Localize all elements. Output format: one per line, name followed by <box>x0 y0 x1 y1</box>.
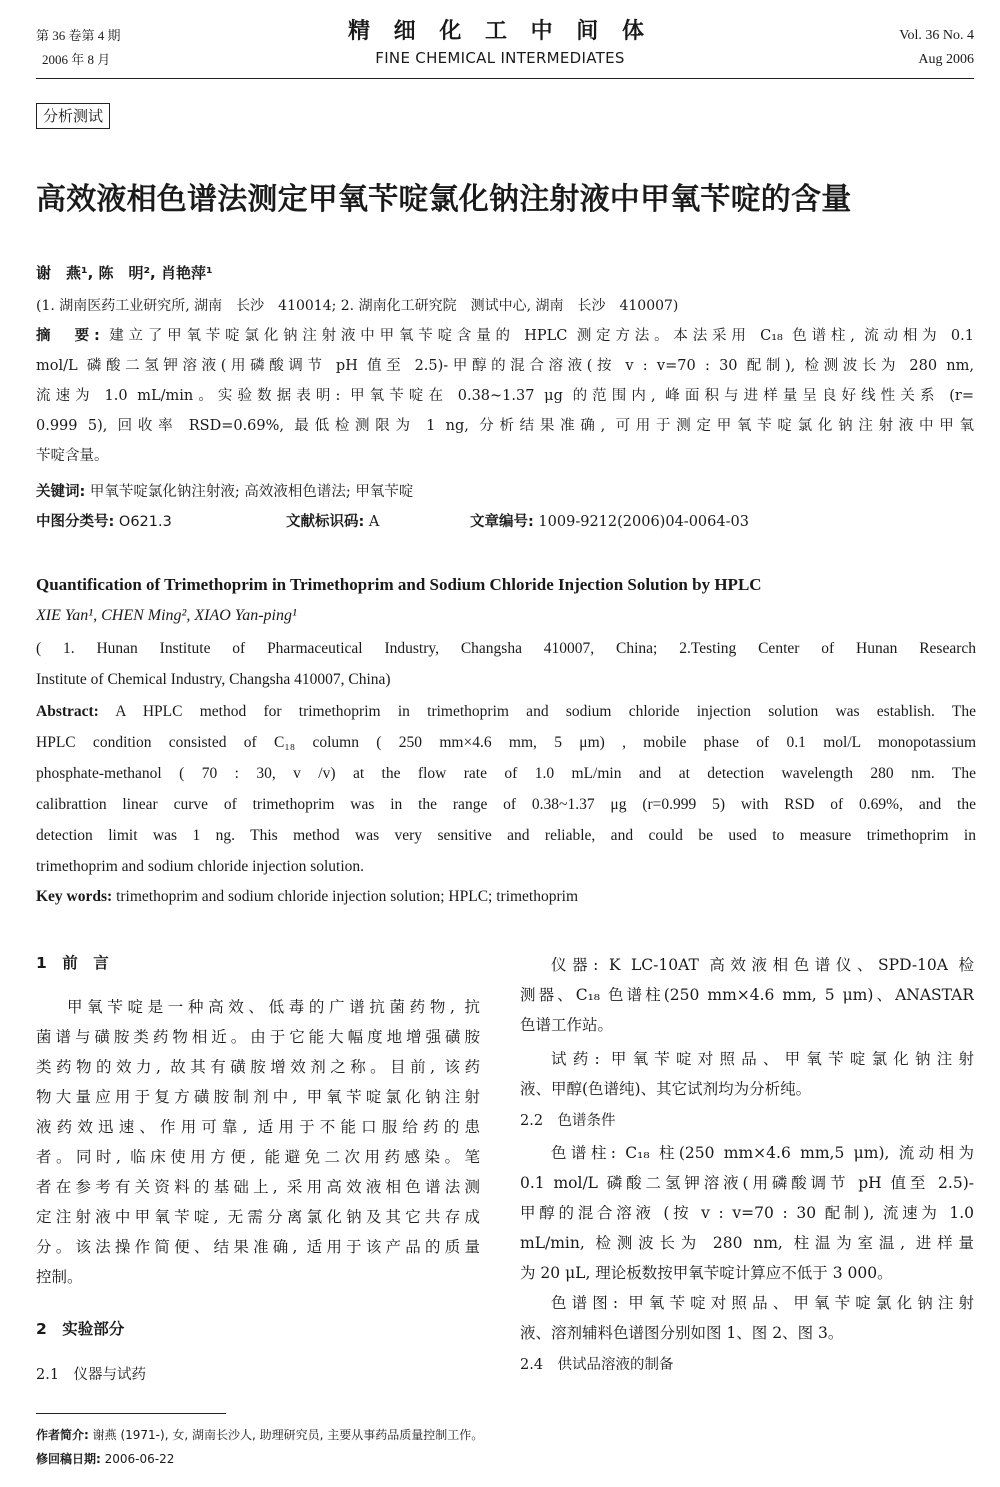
english-abstract-line: Abstract: A HPLC method for trimethoprim in trimethoprim and sodium chloride injection solution was establish. The <box>36 703 976 720</box>
footnote <box>36 1423 483 1471</box>
paragraph-line: 控制。 <box>36 1268 83 1286</box>
paragraph-line: 物大量应用于复方磺胺制剂中, 甲氧苄啶氯化钠注射 <box>36 1088 480 1106</box>
heading-conditions: 2.2 色谱条件 <box>520 1113 616 1129</box>
abstract-cn-line: 摘 要: 建立了甲氧苄啶氯化钠注射液中甲氧苄啶含量的 HPLC 测定方法。本法采用 C₁₈ 色谱柱, 流动相为 0.1 <box>36 328 974 344</box>
clc-number: 中图分类号: O621.3 <box>36 514 172 530</box>
english-abstract-label: Abstract: <box>36 703 99 720</box>
journal-name-en: FINE CHEMICAL INTERMEDIATES <box>375 49 625 67</box>
keywords-cn-label: 关键词: <box>36 484 86 500</box>
paragraph-line: 色谱工作站。 <box>520 1016 614 1034</box>
heading-experimental: 2 实验部分 <box>36 1320 125 1338</box>
english-keywords-label: Key words: <box>36 888 113 905</box>
paragraph-line: 0.1 mol/L 磷酸二氢钾溶液(用磷酸调节 pH 值至 2.5)- <box>520 1174 974 1192</box>
english-affiliation-line: ( 1. Hunan Institute of Pharmaceutical Industry, Changsha 410007, China; 2.Testing Center of Hunan Research <box>36 640 976 657</box>
paragraph-line: 者。同时, 临床使用方便, 能避免二次用药感染。笔 <box>36 1148 480 1166</box>
body-left-column <box>36 948 480 1390</box>
header-issue-cn <box>36 24 121 72</box>
paragraph-line: 菌谱与磺胺类药物相近。由于它能大幅度地增强磺胺 <box>36 1028 480 1046</box>
paper-title: 高效液相色谱法测定甲氧苄啶氯化钠注射液中甲氧苄啶的含量 <box>36 182 852 217</box>
heading-instruments: 2.1 仪器与试药 <box>36 1367 147 1383</box>
keywords-cn <box>36 478 974 506</box>
journal-name-cn: 精 细 化 工 中 间 体 <box>348 19 652 44</box>
paragraph-line: 测器、C₁₈ 色谱柱(250 mm×4.6 mm, 5 μm)、ANASTAR <box>520 986 974 1004</box>
english-abstract-line: calibrattion linear curve of trimethoprim was in the range of 0.38~1.37 μg (r=0.999 5) with RSD of 0.69%, and the <box>36 796 976 813</box>
paragraph-line: 甲醇的混合溶液 (按 v : v=70 : 30 配制), 流速为 1.0 <box>520 1204 974 1222</box>
header-date-en: Aug 2006 <box>918 52 974 67</box>
paragraph-line: 液、溶剂辅料色谱图分别如图 1、图 2、图 3。 <box>520 1324 844 1342</box>
footnote-rule <box>36 1413 226 1414</box>
english-abstract-line: detection limit was 1 ng. This method was very sensitive and reliable, and could be used to measure trimethoprim in <box>36 827 976 844</box>
english-abstract <box>36 696 976 882</box>
english-affiliation <box>36 634 976 696</box>
english-abstract-line: phosphate-methanol ( 70 : 30, v /v) at the flow rate of 1.0 mL/min and at detection wavelength 280 nm. The <box>36 765 976 782</box>
paragraph-line: 者在参考有关资料的基础上, 采用高效液相色谱法测 <box>36 1178 480 1196</box>
paragraph-line: 仪器: K LC-10AT 高效液相色谱仪、SPD-10A 检 <box>551 956 974 974</box>
paragraph-line: 色谱图: 甲氧苄啶对照品、甲氧苄啶氯化钠注射 <box>551 1294 974 1312</box>
english-affiliation-line: Institute of Chemical Industry, Changsha 410007, China) <box>36 671 391 688</box>
paragraph-line: 液、甲醇(色谱纯)、其它试剂均为分析纯。 <box>520 1080 812 1098</box>
header-date-cn: 2006 年 8 月 <box>42 52 111 67</box>
paragraph-line: 色谱柱: C₁₈ 柱(250 mm×4.6 mm,5 μm), 流动相为 <box>551 1144 974 1162</box>
header-volume-en: Vol. 36 No. 4 <box>899 28 974 43</box>
chromatogram-paragraph <box>520 1288 974 1348</box>
abstract-cn-label: 摘 要: <box>36 328 100 344</box>
revision-date: 修回稿日期: 2006-06-22 <box>36 1452 175 1466</box>
english-title: Quantification of Trimethoprim in Trimethoprim and Sodium Chloride Injection Solution by HPLC <box>36 575 762 594</box>
abstract-cn-line: mol/L 磷酸二氢钾溶液(用磷酸调节 pH 值至 2.5)-甲醇的混合溶液(按 v : v=70 : 30 配制), 检测波长为 280 nm, <box>36 358 974 374</box>
abstract-cn-line: 流速为 1.0 mL/min。实验数据表明: 甲氧苄啶在 0.38~1.37 μg 的范围内, 峰面积与进样量呈良好线性关系 (r= <box>36 388 974 404</box>
paragraph-line: 甲氧苄啶是一种高效、低毒的广谱抗菌药物, 抗 <box>67 998 480 1016</box>
keywords-cn-text: 甲氧苄啶氯化钠注射液; 高效液相色谱法; 甲氧苄啶 <box>89 484 414 500</box>
english-abstract-line: HPLC condition consisted of C₁₈ column ( 250 mm×4.6 mm, 5 μm) , mobile phase of 0.1 mol/L monopotassium <box>36 734 976 751</box>
english-keywords <box>36 881 976 912</box>
article-number: 文章编号: 1009-9212(2006)04-0064-03 <box>470 514 749 530</box>
instruments-paragraph <box>520 950 974 1040</box>
english-abstract-line: trimethoprim and sodium chloride injection solution. <box>36 858 365 875</box>
authors-cn: 谢 燕¹, 陈 明², 肖艳萍¹ <box>36 264 213 282</box>
body-right-column <box>520 948 974 1380</box>
english-authors: XIE Yan¹, CHEN Ming², XIAO Yan-ping¹ <box>36 607 297 624</box>
abstract-cn-line: 苄啶含量。 <box>36 448 109 464</box>
paragraph-line: 液药效迅速、作用可靠, 适用于不能口服给药的患 <box>36 1118 480 1136</box>
header-issue-en <box>899 24 974 72</box>
author-bio: 作者简介: 谢燕 (1971-), 女, 湖南长沙人, 助理研究员, 主要从事药品质量控制工作。 <box>36 1428 484 1442</box>
affiliation-cn: (1. 湖南医药工业研究所, 湖南 长沙 410014; 2. 湖南化工研究院 测试中心, 湖南 长沙 410007) <box>36 298 679 314</box>
paragraph-line: 类药物的效力, 故其有磺胺增效剂之称。目前, 该药 <box>36 1058 480 1076</box>
heading-sample-prep: 2.4 供试品溶液的制备 <box>520 1357 674 1373</box>
paragraph-line: 定注射液中甲氧苄啶, 无需分离氯化钠及其它共存成 <box>36 1208 480 1226</box>
header-rule <box>36 78 974 79</box>
reagents-paragraph <box>520 1044 974 1104</box>
journal-masthead <box>300 16 700 68</box>
paragraph-line: 试药: 甲氧苄啶对照品、甲氧苄啶氯化钠注射 <box>551 1050 974 1068</box>
introduction-paragraph <box>36 992 480 1292</box>
abstract-cn <box>36 321 974 471</box>
section-tag: 分析测试 <box>36 103 110 129</box>
paragraph-line: 为 20 μL, 理论板数按甲氧苄啶计算应不低于 3 000。 <box>520 1264 893 1282</box>
paragraph-line: mL/min, 检测波长为 280 nm, 柱温为室温, 进样量 <box>520 1234 974 1252</box>
header-volume-cn: 第 36 卷第 4 期 <box>36 28 121 43</box>
conditions-paragraph <box>520 1138 974 1288</box>
paragraph-line: 分。该法操作简便、结果准确, 适用于该产品的质量 <box>36 1238 480 1256</box>
heading-introduction: 1 前 言 <box>36 954 109 972</box>
abstract-cn-line: 0.999 5), 回收率 RSD=0.69%, 最低检测限为 1 ng, 分析结果准确, 可用于测定甲氧苄啶氯化钠注射液中甲氧 <box>36 418 974 434</box>
document-code: 文献标识码: A <box>286 514 380 530</box>
english-keywords-text: trimethoprim and sodium chloride injection solution; HPLC; trimethoprim <box>116 888 579 905</box>
